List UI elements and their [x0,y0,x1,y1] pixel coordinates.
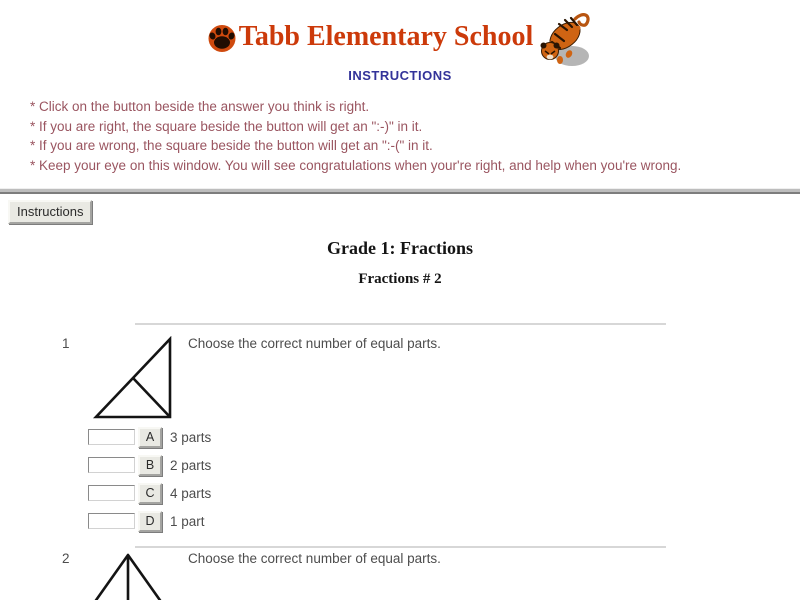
answer-c-button[interactable]: C [138,483,162,504]
question-1-prompt: Choose the correct number of equal parts. [188,336,441,351]
question-1-number: 1 [62,336,70,351]
answer-b-button[interactable]: B [138,455,162,476]
instruction-line: * If you are right, the square beside the button will get an ":-)" in it. [30,118,423,134]
quiz-title: Grade 1: Fractions [327,238,473,258]
instructions-button[interactable]: Instructions [8,200,92,224]
answer-d-result-box[interactable] [88,513,135,529]
answer-a-label: 3 parts [170,429,212,445]
quiz-subtitle: Fractions # 2 [358,271,442,287]
question-divider-rule [135,546,666,548]
instructions-heading: INSTRUCTIONS [348,68,452,83]
answer-d-button[interactable]: D [138,511,162,532]
paw-icon [207,23,237,53]
answer-a-button[interactable]: A [138,427,162,448]
answer-c-result-box[interactable] [88,485,135,501]
question-2-prompt: Choose the correct number of equal parts. [188,551,441,566]
answer-b-label: 2 parts [170,457,212,473]
header-frame [0,0,800,188]
header [0,0,800,58]
page-title: Tabb Elementary School [238,21,534,52]
answer-row-a [88,426,211,448]
question-2-shape-isoceles-triangle-2-parts [80,552,176,600]
question-1-shape-right-triangle-2-parts [92,336,174,420]
tiger-mascot-icon [535,9,593,71]
answer-b-result-box[interactable] [88,457,135,473]
instruction-line: * Keep your eye on this window. You will see congratulations when your're right, and help when you're wrong. [30,157,682,173]
answer-c-label: 4 parts [170,485,212,501]
question-divider-rule [135,323,666,325]
quiz-frame [0,194,800,600]
answer-d-label: 1 part [170,513,205,529]
instruction-line: * If you are wrong, the square beside the button will get an ":-(" in it. [30,138,433,153]
question-2-number: 2 [62,551,70,566]
answer-a-result-box[interactable] [88,429,135,445]
answer-row-d [88,510,205,532]
answer-row-b [88,454,211,476]
instruction-line: * Click on the button beside the answer you think is right. [30,99,370,114]
answer-row-c [88,482,211,504]
instructions-list [30,97,800,175]
